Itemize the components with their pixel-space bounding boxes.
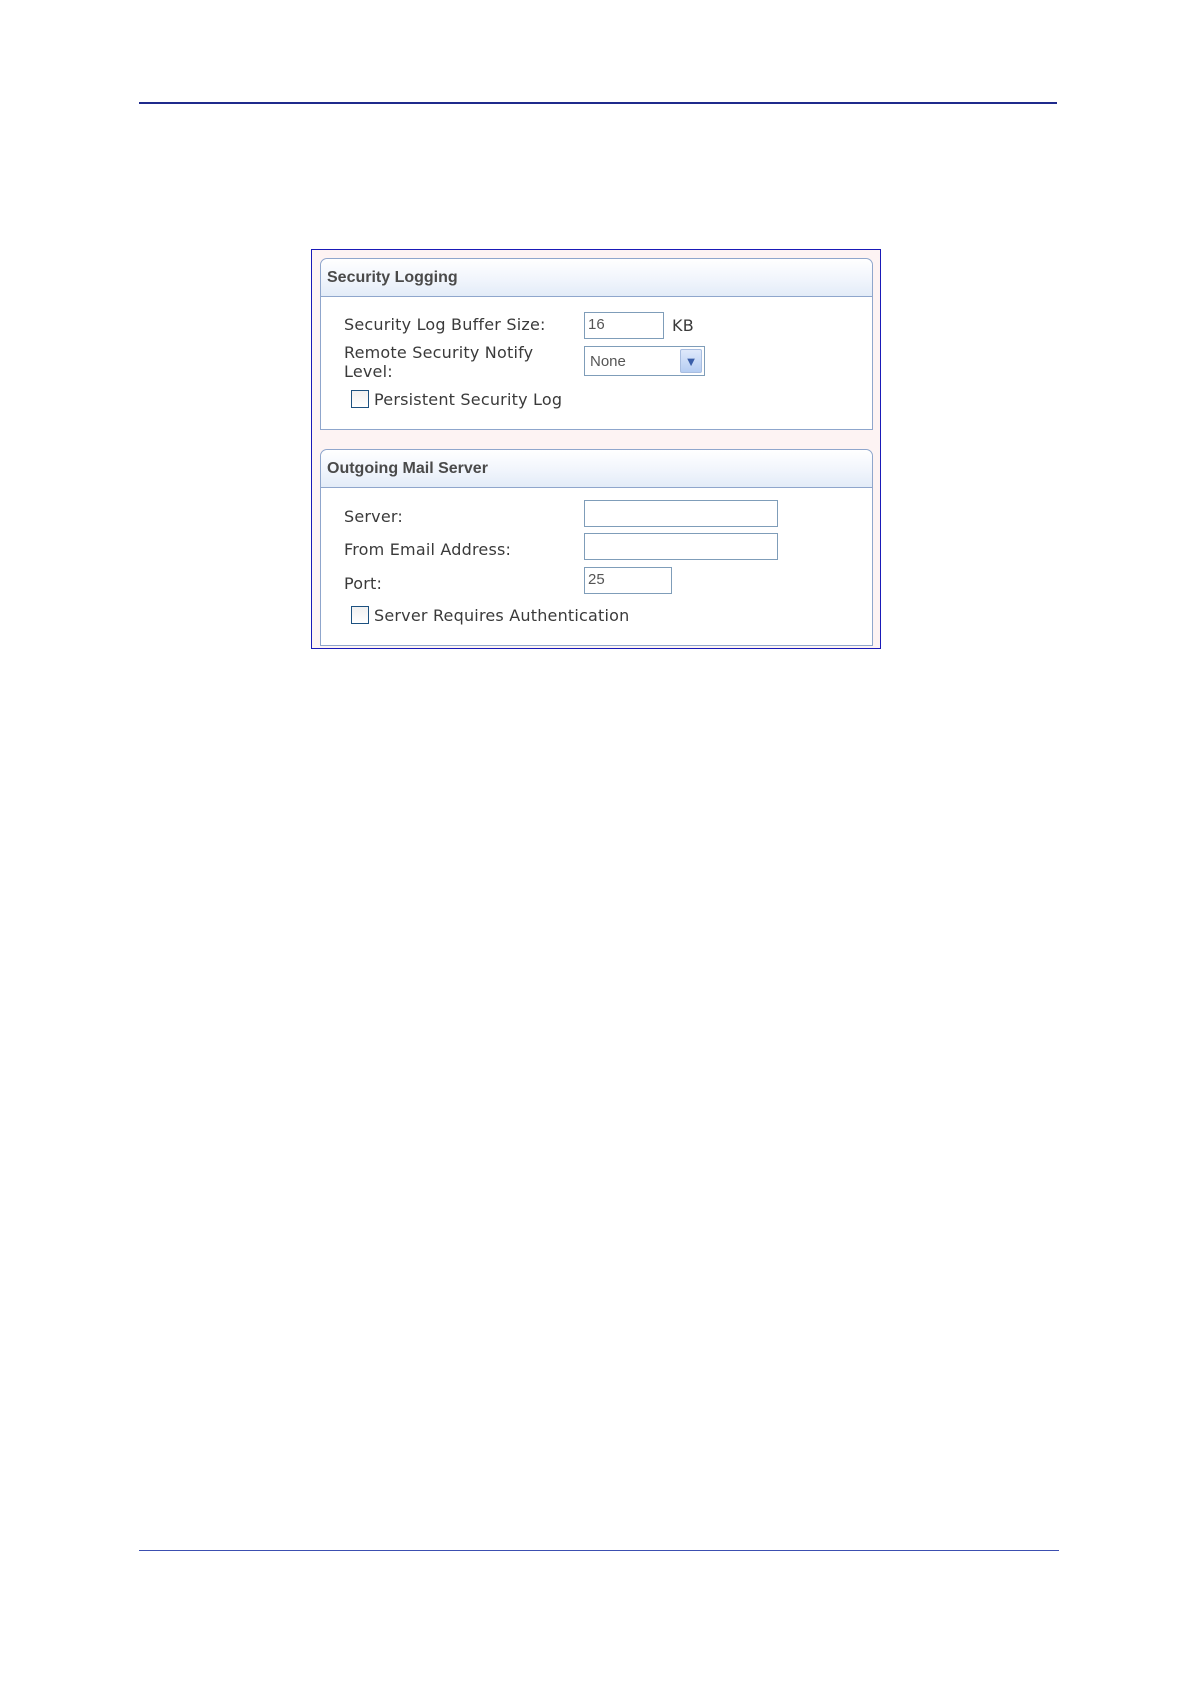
security-logging-panel: [320, 258, 873, 430]
auth-required-label: Server Requires Authentication: [374, 606, 630, 625]
settings-screenshot-frame: [311, 249, 881, 649]
header-rule: [139, 102, 1057, 104]
port-label: Port:: [344, 574, 383, 593]
security-logging-title: Security Logging: [321, 259, 872, 297]
notify-level-select[interactable]: [584, 346, 705, 376]
notify-level-label-line1: Remote Security Notify: [344, 343, 534, 362]
port-input[interactable]: 25: [584, 567, 672, 594]
buffer-size-unit: KB: [672, 316, 694, 335]
auth-required-checkbox[interactable]: [351, 606, 369, 624]
chevron-down-icon[interactable]: ▼: [680, 349, 702, 373]
server-label: Server:: [344, 507, 403, 526]
footer-rule: [139, 1550, 1059, 1551]
buffer-size-label: Security Log Buffer Size:: [344, 315, 546, 334]
from-email-input[interactable]: [584, 533, 778, 560]
persistent-log-checkbox[interactable]: [351, 390, 369, 408]
notify-level-label-line2: Level:: [344, 362, 393, 381]
from-email-label: From Email Address:: [344, 540, 512, 559]
buffer-size-input[interactable]: 16: [584, 312, 664, 339]
notify-level-value: None: [590, 353, 626, 370]
server-input[interactable]: [584, 500, 778, 527]
outgoing-mail-title: Outgoing Mail Server: [321, 450, 872, 488]
outgoing-mail-panel: [320, 449, 873, 646]
persistent-log-label: Persistent Security Log: [374, 390, 563, 409]
